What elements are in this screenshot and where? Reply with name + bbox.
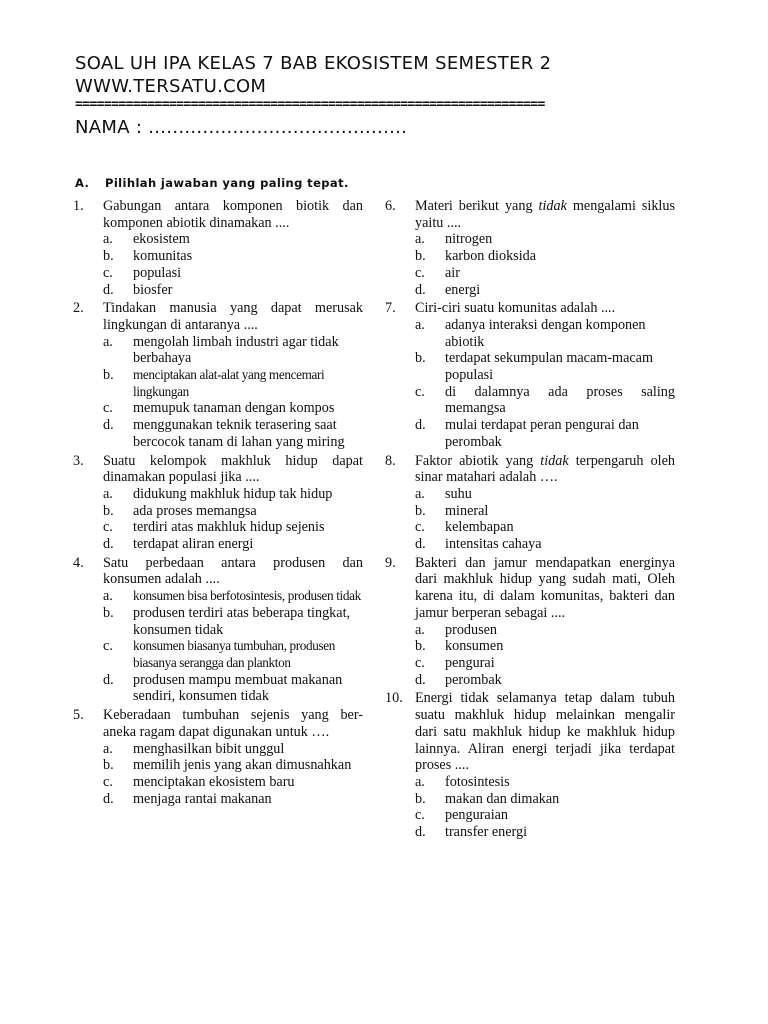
question-number: 1. [73, 198, 84, 214]
option-b: b. karbon dioksida [415, 248, 537, 265]
option-c: c. air [415, 264, 460, 281]
question-9 [385, 555, 675, 689]
option-d: d. mulai terdapat peran pengurai dan perombak [415, 417, 639, 450]
question-text: Bakteri dan jamur mendapatkan energinya dari makhluk hidup yang sudah mati, Oleh karena itu, di dalam komunitas, bakteri dan jamur berperan sebagai .... [415, 554, 675, 621]
section-heading [75, 176, 349, 190]
question-2 [73, 300, 363, 450]
question-5 [73, 707, 363, 807]
question-text: Keberadaan tumbuhan sejenis yang ber-aneka ragam dapat digunakan untuk …. [103, 707, 363, 740]
question-number: 4. [73, 554, 84, 571]
option-c: c. penguraian [415, 807, 509, 824]
option-d: d. intensitas cahaya [415, 536, 542, 553]
question-column-right [385, 198, 675, 843]
question-3 [73, 453, 363, 553]
question-1 [73, 198, 363, 298]
option-d: d. menggunakan teknik terasering saat bercocok tanam di lahan yang miring [103, 417, 345, 450]
question-6 [385, 198, 675, 298]
option-b: b. terdapat sekumpulan macam-macam populasi [415, 350, 653, 384]
option-a: a. nitrogen [415, 231, 493, 248]
option-b: b. menciptakan alat-alat yang mencemari lingkungan [103, 367, 325, 399]
question-text: Faktor abiotik yang tidak terpengaruh oleh sinar matahari adalah …. [415, 452, 675, 486]
question-number: 8. [385, 452, 396, 469]
website-url: WWW.TERSATU.COM [75, 76, 267, 97]
question-text: Energi tidak selamanya tetap dalam tubuh suatu makhluk hidup melainkan mengalir dari satu makhluk hidup ke makhluk hidup lainnya. Aliran energi terjadi jika terdapat proses .... [415, 690, 675, 774]
question-8 [385, 453, 675, 553]
question-number: 9. [385, 554, 396, 571]
option-b: b. makan dan dimakan [415, 790, 560, 807]
option-a: a. produsen [415, 621, 498, 638]
option-d: d. transfer energi [415, 824, 528, 841]
option-a: a. menghasilkan bibit unggul [103, 740, 285, 757]
question-text: Materi berikut yang tidak mengalami siklus yaitu .... [415, 198, 675, 231]
option-b: b. produsen terdiri atas beberapa tingkat, konsumen tidak [103, 604, 351, 638]
option-c: c. kelembapan [415, 519, 514, 536]
question-number: 7. [385, 300, 396, 317]
option-a: a. suhu [415, 485, 472, 502]
option-c: c. populasi [103, 264, 182, 281]
option-d: d. produsen mampu membuat makanan sendiri, konsumen tidak [103, 671, 343, 705]
option-c: c. memupuk tanaman dengan kompos [103, 400, 335, 417]
question-column-left [73, 198, 363, 809]
option-c: c. pengurai [415, 654, 495, 671]
question-text: Tindakan manusia yang dapat merusak lingkungan di antaranya .... [103, 300, 363, 333]
option-c: c. konsumen biasanya tumbuhan, produsen biasanya serangga dan plankton [103, 638, 336, 670]
option-b: b. ada proses memangsa [103, 502, 257, 519]
question-text: Suatu kelompok makhluk hidup dapat dinamakan populasi jika .... [103, 452, 363, 486]
section-letter: A. [75, 176, 90, 190]
option-a: a. fotosintesis [415, 773, 510, 790]
option-a: a. ekosistem [103, 231, 190, 248]
question-4 [73, 555, 363, 705]
question-number: 3. [73, 452, 84, 469]
question-text: Satu perbedaan antara produsen dan konsumen adalah .... [103, 554, 363, 588]
question-text: Ciri-ciri suatu komunitas adalah .... [415, 300, 616, 317]
option-b: b. konsumen [415, 638, 504, 655]
option-d: d. perombak [415, 671, 502, 688]
option-d: d. menjaga rantai makanan [103, 790, 272, 807]
question-number: 2. [73, 300, 84, 317]
section-instruction: Pilihlah jawaban yang paling tepat. [105, 176, 349, 190]
question-number: 10. [385, 690, 403, 707]
option-b: b. mineral [415, 502, 489, 519]
question-text: Gabungan antara komponen biotik dan komponen abiotik dinamakan .... [103, 198, 363, 231]
question-10 [385, 690, 675, 840]
question-number: 5. [73, 707, 84, 724]
option-b: b. memilih jenis yang akan dimusnahkan [103, 757, 352, 774]
option-a: a. mengolah limbah industri agar tidak berbahaya [103, 333, 339, 367]
option-c: c. menciptakan ekosistem baru [103, 773, 295, 790]
option-d: d. energi [415, 281, 481, 298]
option-b: b. komunitas [103, 248, 193, 265]
question-7 [385, 300, 675, 450]
question-number: 6. [385, 198, 396, 214]
option-d: d. biosfer [103, 281, 173, 298]
option-a: a. adanya interaksi dengan komponen abiotik [415, 316, 646, 350]
option-a: a. konsumen bisa berfotosintesis, produsen tidak [103, 588, 361, 605]
name-field-line: NAMA : ........................................... [75, 117, 408, 138]
separator-line: ================================================================= [75, 98, 545, 112]
document-title: SOAL UH IPA KELAS 7 BAB EKOSISTEM SEMESTER 2 [75, 53, 552, 74]
option-d: d. terdapat aliran energi [103, 536, 254, 553]
document-header [75, 52, 675, 139]
option-c: c. di dalamnya ada proses saling memangsa [415, 383, 675, 417]
option-a: a. didukung makhluk hidup tak hidup [103, 485, 333, 502]
option-c: c. terdiri atas makhluk hidup sejenis [103, 519, 325, 536]
